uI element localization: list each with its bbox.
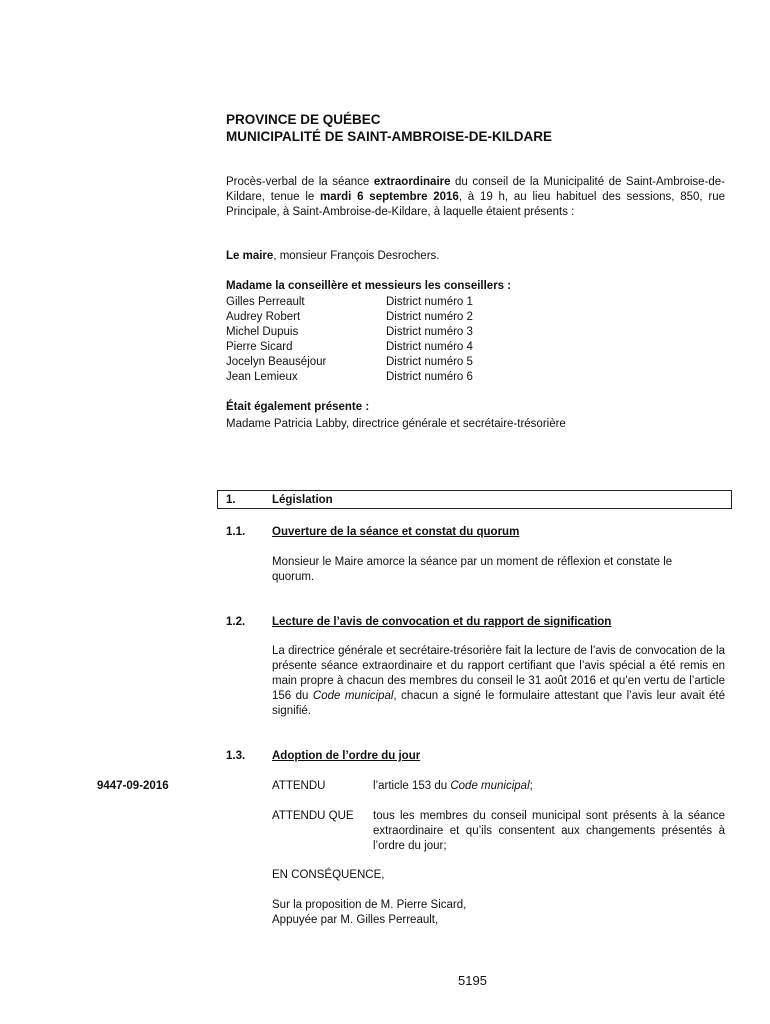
attendu-text: l’article 153 du Code municipal; bbox=[373, 780, 533, 792]
province-heading: PROVINCE DE QUÉBEC bbox=[226, 112, 381, 127]
subsection-title: Adoption de l’ordre du jour bbox=[272, 750, 421, 762]
attendu-que-label: ATTENDU QUE bbox=[272, 810, 354, 822]
attendu-label: ATTENDU bbox=[272, 780, 326, 792]
attendu-que-text: tous les membres du conseil municipal sont présents à la séance extraordinaire et qu’ils consentent aux changements présentés à l’ordre du jour; bbox=[373, 810, 725, 852]
subsection-text: Monsieur le Maire amorce la séance par un moment de réflexion et constate le quorum. bbox=[272, 556, 673, 583]
council-list bbox=[226, 295, 526, 385]
appuyee-text: Appuyée par M. Gilles Perreault, bbox=[272, 914, 439, 926]
mayor-line: Le maire, monsieur François Desrochers. bbox=[226, 250, 440, 262]
list-item: Audrey Robert District numéro 2 bbox=[226, 311, 473, 323]
consequence-text: EN CONSÉQUENCE, bbox=[272, 869, 385, 881]
list-item: Jean Lemieux District numéro 6 bbox=[226, 371, 473, 383]
subsection-title: Lecture de l’avis de convocation et du rapport de signification bbox=[272, 616, 612, 628]
page-number: 5195 bbox=[458, 973, 487, 988]
list-item: Michel Dupuis District numéro 3 bbox=[226, 326, 473, 338]
list-item: Gilles Perreault District numéro 1 bbox=[226, 296, 473, 308]
municipality-heading: MUNICIPALITÉ DE SAINT-AMBROISE-DE-KILDARE bbox=[226, 129, 552, 144]
section-title: Législation bbox=[272, 494, 333, 506]
also-present-text: Madame Patricia Labby, directrice générale et secrétaire-trésorière bbox=[226, 418, 566, 430]
subsection-text: La directrice générale et secrétaire-trésorière fait la lecture de l’avis de convocation de la présente séance extraordinaire et du rapport certifiant que l’avis spécial a été remis en main propre à chacun des membres du conseil le 31 août 2016 et qu’en vertu de l’article 156 du Code municipal, chacun a signé le formulaire attestant que l’avis leur avait été signifié. bbox=[272, 645, 725, 717]
list-item: Pierre Sicard District numéro 4 bbox=[226, 341, 473, 353]
proposition-text: Sur la proposition de M. Pierre Sicard, bbox=[272, 899, 467, 911]
section-number: 1. bbox=[226, 494, 236, 506]
subsection-number: 1.3. bbox=[226, 750, 246, 762]
council-heading: Madame la conseillère et messieurs les conseillers : bbox=[226, 280, 512, 292]
subsection-number: 1.2. bbox=[226, 616, 246, 628]
subsection-title: Ouverture de la séance et constat du quorum bbox=[272, 526, 520, 538]
also-present-heading: Était également présente : bbox=[226, 401, 370, 413]
subsection-number: 1.1. bbox=[226, 526, 246, 538]
list-item: Jocelyn Beauséjour District numéro 5 bbox=[226, 356, 473, 368]
resolution-number: 9447-09-2016 bbox=[97, 780, 169, 792]
intro-paragraph: Procès-verbal de la séance extraordinaire du conseil de la Municipalité de Saint-Ambroise-de-Kildare, tenue le mardi 6 septembre 2016, à 19 h, au lieu habituel des sessions, 850, rue Principale, à Saint-Ambroise-de-Kildare, à laquelle étaient présents : bbox=[226, 176, 725, 218]
